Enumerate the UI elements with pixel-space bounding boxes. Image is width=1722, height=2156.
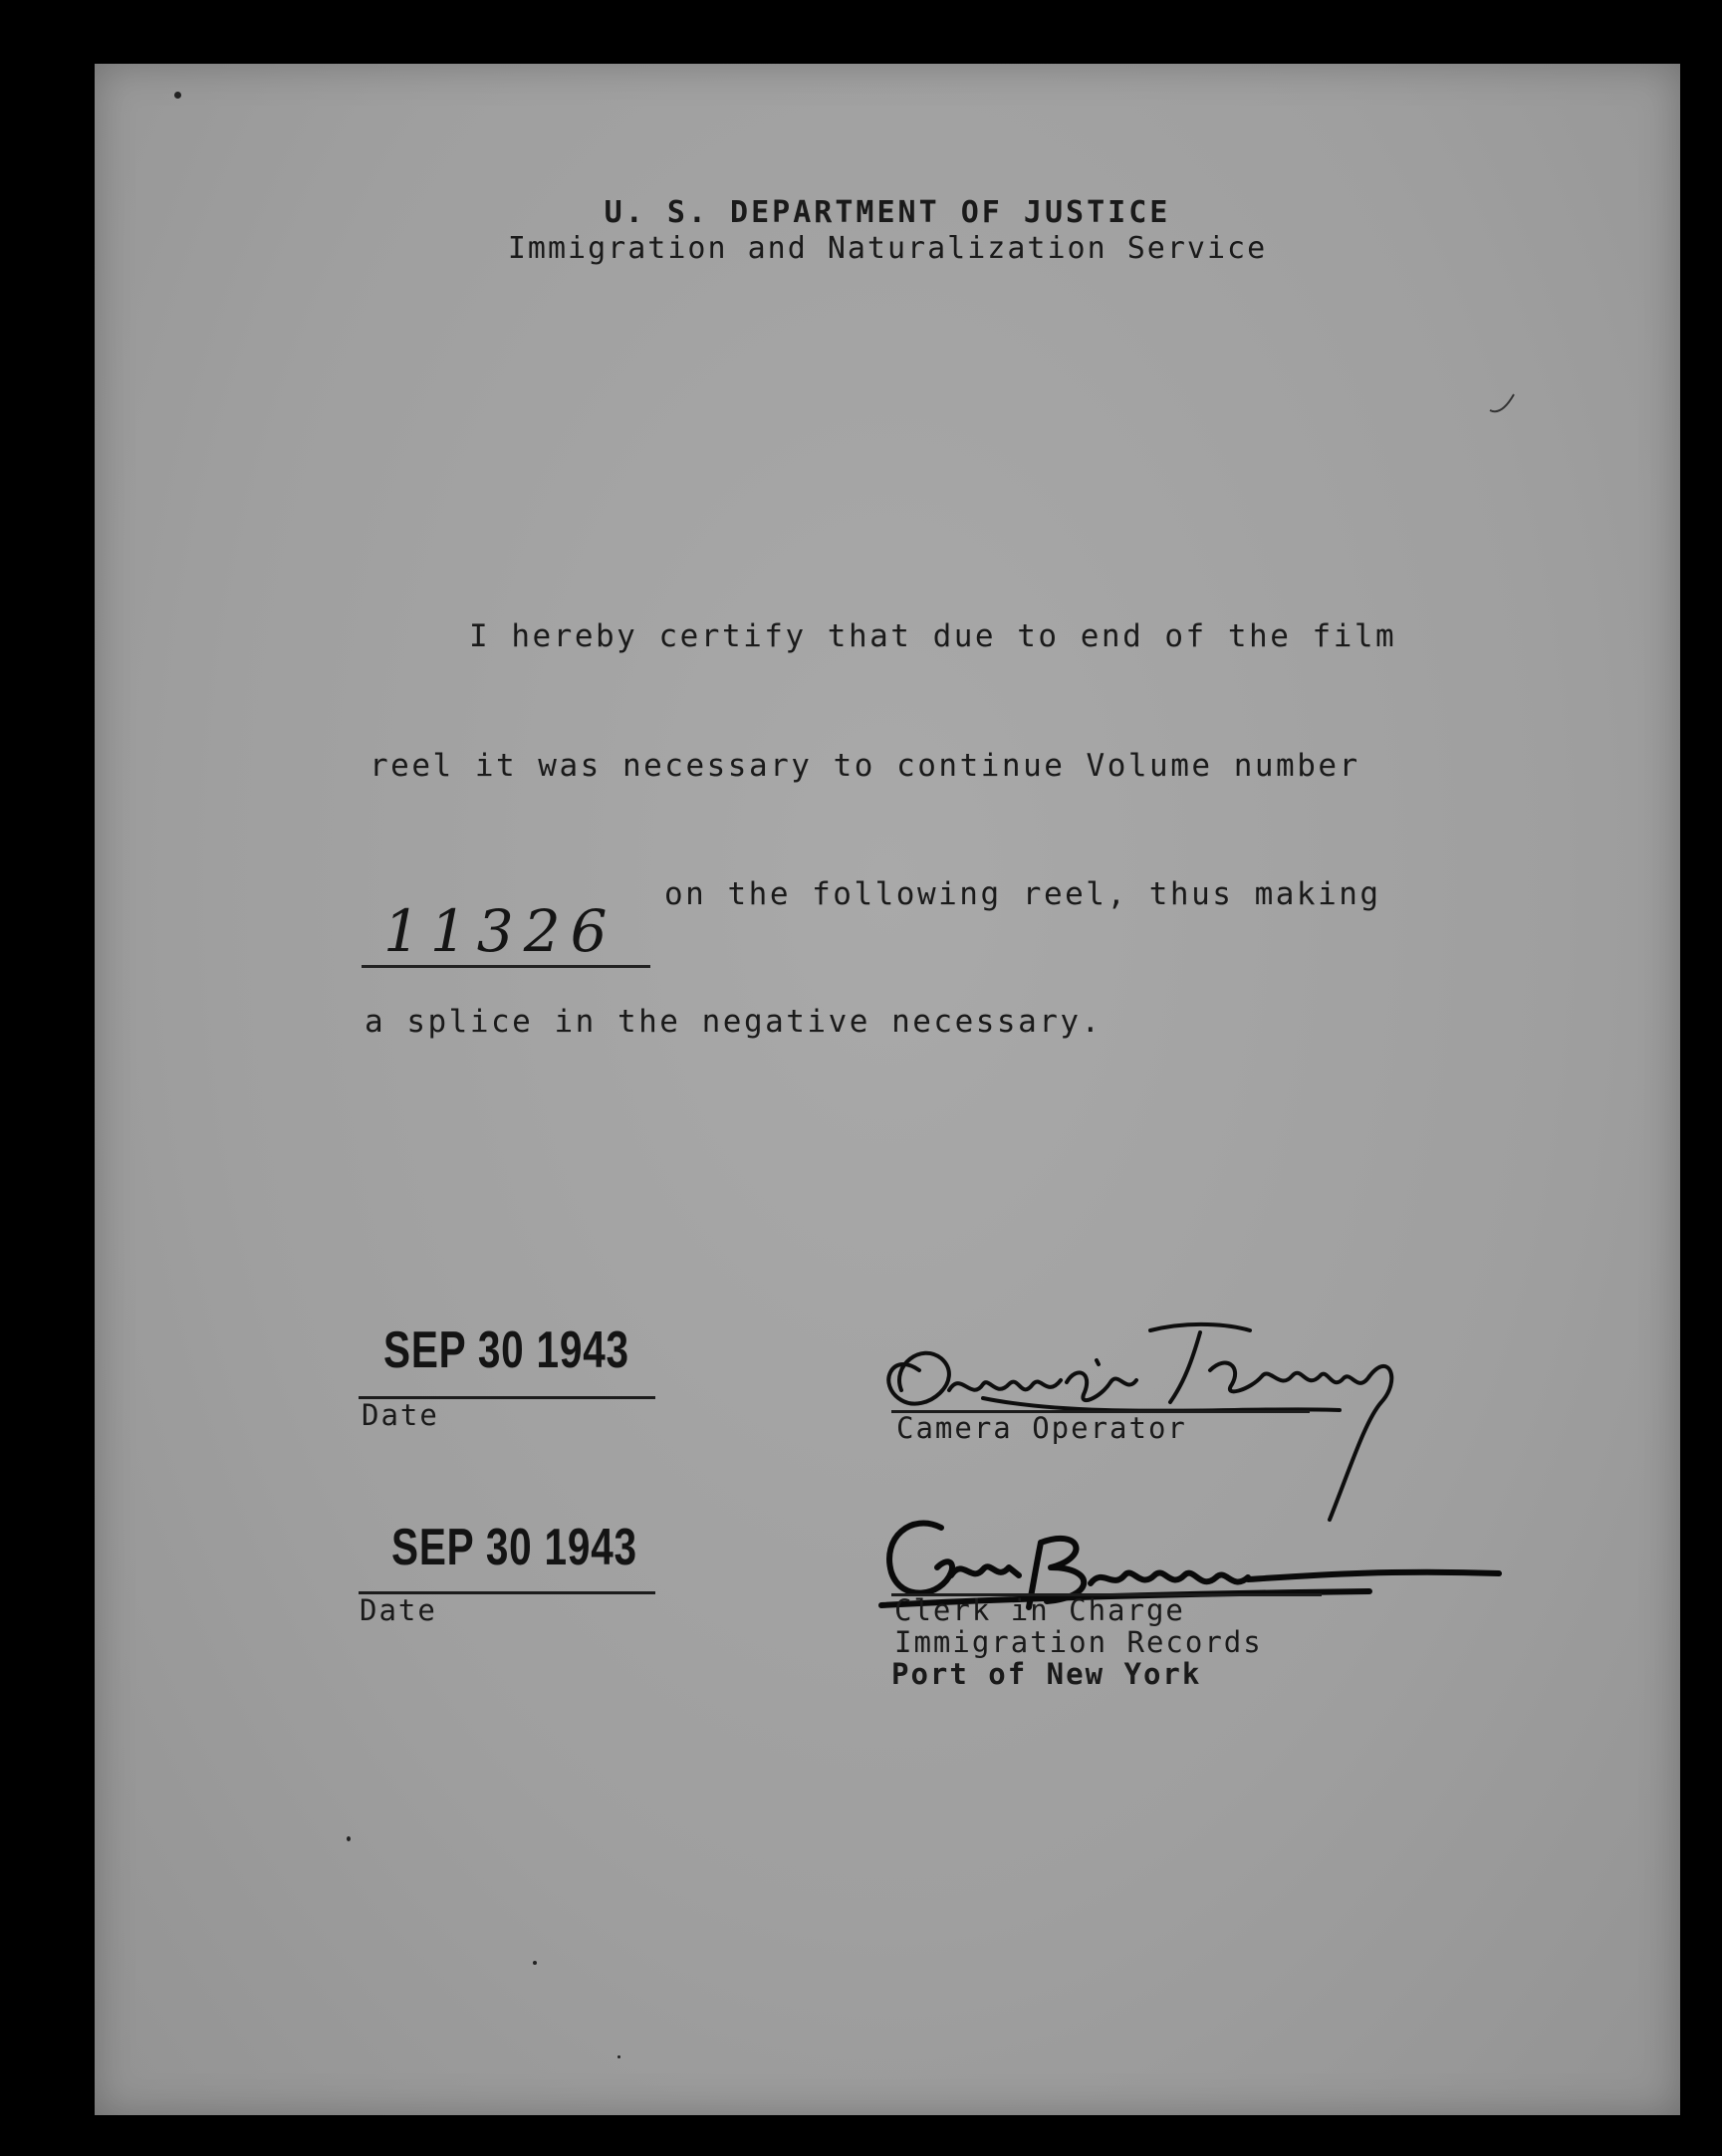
date-stamp-clerk: SEP 30 1943 [391,1519,637,1576]
clerk-title-line-3: Port of New York [891,1657,1202,1691]
certificate-line-4: a splice in the negative necessary. [365,1004,1103,1040]
certificate-line-3: on the following reel, thus making [664,876,1381,912]
scan-speck [347,1836,351,1841]
date-stamp-camera: SEP 30 1943 [383,1321,629,1379]
scan-speck [617,2055,620,2058]
certificate-line-1: I hereby certify that due to end of the film [469,618,1397,654]
clerk-title-line-2: Immigration Records [894,1625,1263,1659]
certificate-line-2: reel it was necessary to continue Volume number [369,748,1360,784]
volume-number-field [362,897,650,968]
document-page [95,64,1680,2115]
scan-speck [174,92,181,99]
scan-speck [533,1961,537,1965]
camera-operator-title: Camera Operator [896,1411,1187,1445]
pencil-tick-mark [1484,390,1524,420]
date-label-camera: Date [362,1398,439,1432]
clerk-title-line-1: Clerk in Charge [894,1593,1185,1627]
service-heading: Immigration and Naturalization Service [507,231,1268,266]
volume-number: 11326 [383,897,617,965]
date-label-clerk: Date [360,1593,437,1627]
agency-heading: U. S. DEPARTMENT OF JUSTICE [604,195,1171,230]
